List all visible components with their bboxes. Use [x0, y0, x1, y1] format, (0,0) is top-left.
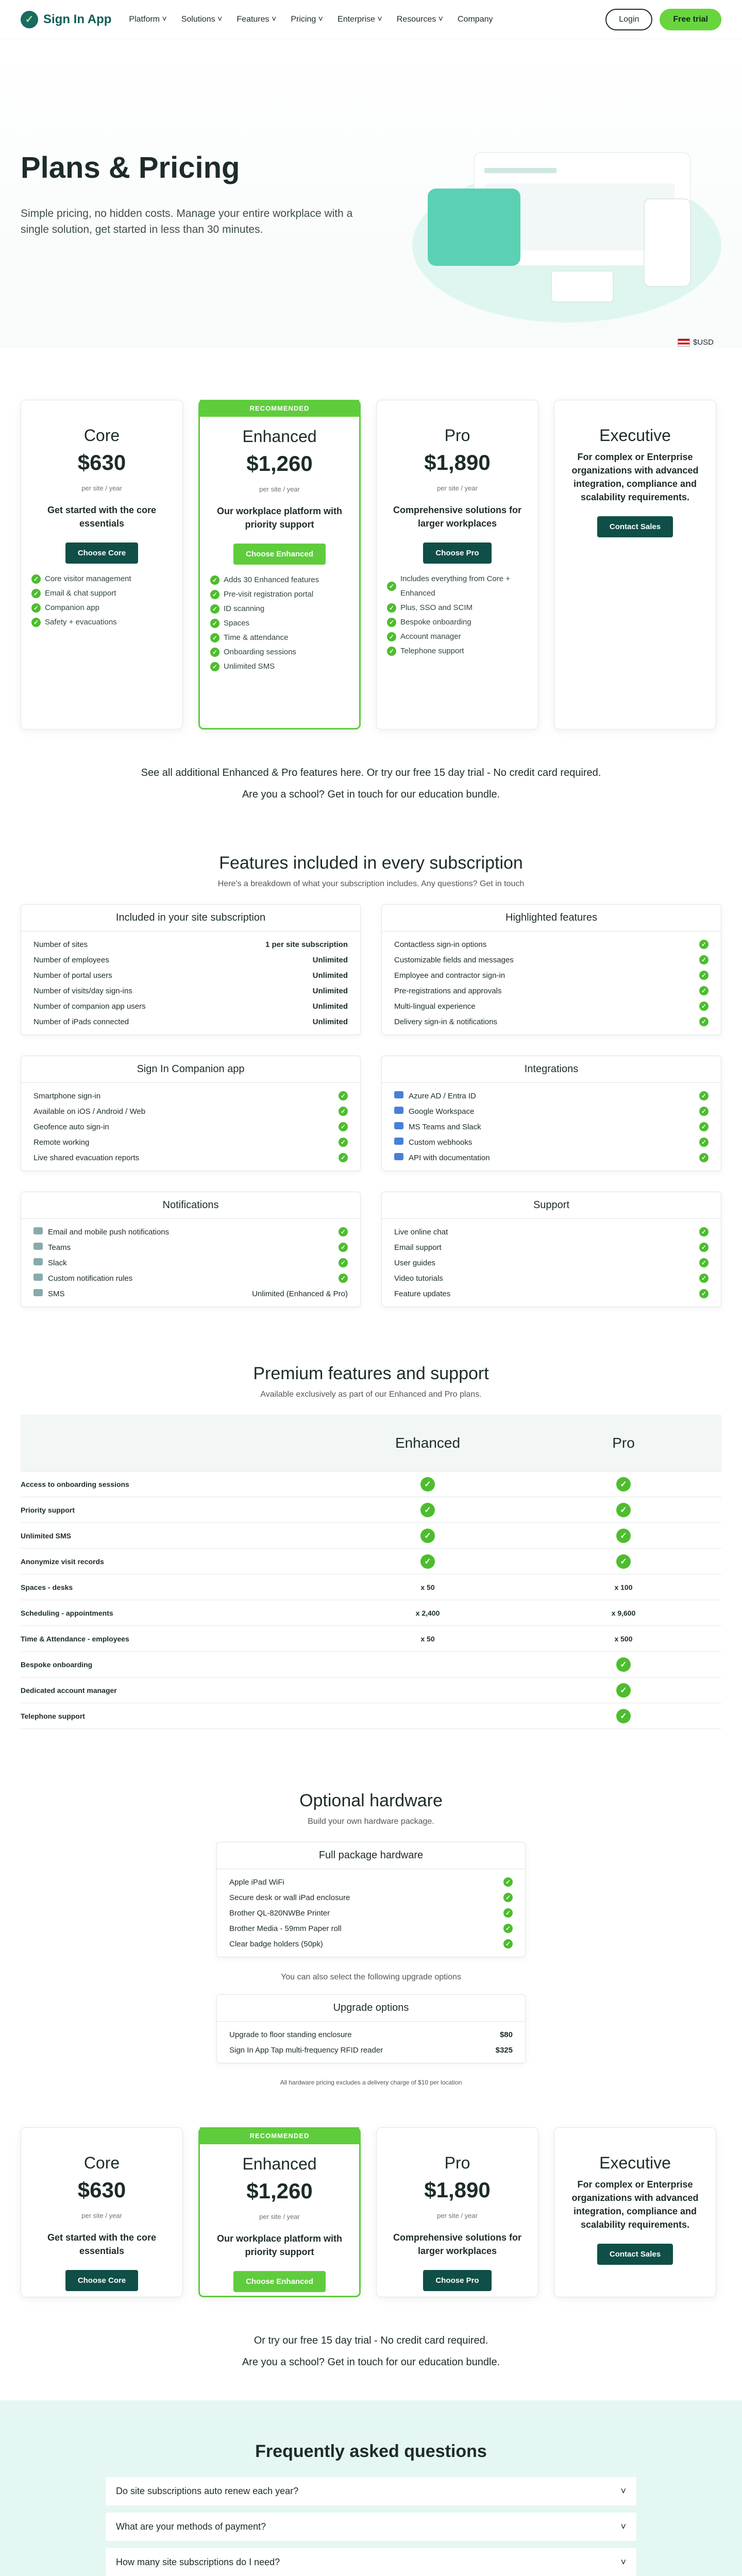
feature-box: Integrations Azure AD / Entra ID ✓ Google Workspace ✓ MS Teams and Slack ✓ Custom webhooks ✓ API with documentation ✓: [381, 1056, 721, 1171]
plan-card: Pro $1,890 per site / year Comprehensive solutions for larger workplaces Choose Pro ✓ Includes everything from Core + Enhanced ✓ Plus, SSO and SCIM ✓ Bespoke onboarding ✓ Account manager ✓ Telephone support: [376, 400, 538, 730]
menu-item[interactable]: Enterprise ˅: [338, 14, 382, 24]
menu-item[interactable]: Platform ˅: [129, 14, 167, 24]
menu-item[interactable]: Company: [458, 14, 493, 24]
page-title: Plans & Pricing: [21, 150, 240, 184]
plan-card: Executive For complex or Enterprise organizations with advanced integration, compliance and scalability requirements. Contact Sales: [554, 400, 716, 730]
chevron-down-icon: ˅: [620, 2557, 626, 2567]
features-note: See all additional Enhanced & Pro features here. Or try our free 15 day trial - No credit card required.: [141, 767, 601, 778]
currency-selector[interactable]: $USD: [678, 338, 714, 347]
premium-title: Premium features and support: [253, 1364, 489, 1383]
plan-card: Core $630 per site / year Get started with the core essentials Choose Core ✓ Core visitor management ✓ Email & chat support ✓ Companion app ✓ Safety + evacuations: [21, 400, 183, 730]
top-nav: [0, 0, 742, 39]
page: ✓ Sign In App Platform ˅ Solutions ˅ Features ˅ Pricing ˅ Enterprise ˅ Resources ˅ Company Login Free trial Plans & Pricing Simple pricing, no hidden costs. Manage your entire workplace with a single solution, get started in less than 30 minutes. $USD Core $630 per site / year Get started with the core essentials Choose Core ✓ Core visitor management ✓ Email & chat support ✓ Companion app ✓ Safety + evacuations RECOMMENDED Enhanced $1,260 per site / year Our workplace platform with priority support Choose Enhanced ✓ Adds 30 Enhanced features ✓ Pre-visit registration portal ✓ ID scanning ✓ Spaces ✓ Time & attendance ✓ Onboarding sessions ✓ Unlimited SMS Pro $1,890 per site / year Comprehensive solutions for larger workplaces Choose Pro ✓ Includes everything from Core + Enhanced ✓ Plus, SSO and SCIM ✓ Bespoke onboarding ✓ Account manager ✓ Telephone support Executive For complex or Enterprise organizations with advanced integration, compliance and scalability requirements. Contact Sales See all additional Enhanced & Pro features here. Or try our free 15 day trial - No credit card required. Are you a school? Get in touch for our education bundle. Features included in every subscription Here's a breakdown of what your subscription includes. Any questions? Get in touch Included in your site subscription Number of sites 1 per site subscription Number of employees Unlimited Number of portal users Unlimited Number of visits/day sign-ins Unlimited Number of companion app users Unlimited Number of iPads connected Unlimited Highlighted features Contactless sign-in options ✓ Customizable fields and messages ✓ Employee and contractor sign-in ✓ Pre-registrations and approvals ✓ Multi-lingual experience ✓ Delivery sign-in & notifications ✓ Sign In Companion app Smartphone sign-in ✓ Available on iOS / Android / Web ✓ Geofence auto sign-in ✓ Remote working ✓ Live shared evacuation reports ✓ Integrations Azure AD / Entra ID ✓ Google Workspace ✓ MS Teams and Slack ✓ Custom webhooks ✓ API with documentation ✓ Notifications Email and mobile push notifications ✓ Teams ✓ Slack ✓ Custom notification rules ✓ SMS Unlimited (Enhanced & Pro) Support Live online chat ✓ Email support ✓ User guides ✓ Video tutorials ✓ Feature updates ✓ Premium features and support Available exclusively as part of our Enhanced and Pro plans. Enhanced Pro Access to onboarding sessions ✓ ✓ Priority support ✓ ✓ Unlimited SMS ✓ ✓ Anonymize visit records ✓ ✓ Spaces - desks x 50 x 100 Scheduling - appointments x 2,400 x 9,600 Time & Attendance - employees x 50 x 500 Bespoke onboarding ✓ Dedicated account manager ✓ Telephone support ✓ Optional hardware Build your own hardware package. Full package hardware Apple iPad WiFi ✓ Secure desk or wall iPad enclosure ✓ Brother QL-820NWBe Printer ✓ Brother Media - 59mm Paper roll ✓ Clear badge holders (50pk) ✓ You can also select the following upgrade options Upgrade options Upgrade to floor standing enclosure $80 Sign In App Tap multi-frequency RFID reader $325 All hardware pricing excludes a delivery charge of $10 per location Core $630 per site / year Get started with the core essentials Choose Core RECOMMENDED Enhanced $1,260 per site / year Our workplace platform with priority support Choose Enhanced Pro $1,890 per site / year Comprehensive solutions for larger workplaces Choose Pro Executive For complex or Enterprise organizations with advanced integration, compliance and scalability requirements. Contact Sales Or try our free 15 day trial - No credit card required. Are you a school? Get in touch for our education bundle. Frequently asked questions Do site subscriptions auto renew each year? ˅ What are your methods of payment? ˅ How many site subscriptions do I need? ˅: [0, 0, 742, 2576]
table-row: Anonymize visit records ✓ ✓: [21, 1549, 721, 1574]
menu-item[interactable]: Resources ˅: [396, 14, 444, 24]
feature-box: Highlighted features Contactless sign-in options ✓ Customizable fields and messages ✓ Employee and contractor sign-in ✓ Pre-registrations and approvals ✓ Multi-lingual experience ✓ Delivery sign-in & notifications ✓: [381, 904, 721, 1035]
table-row: Priority support ✓ ✓: [21, 1497, 721, 1523]
main-menu: [129, 15, 493, 24]
login-button[interactable]: Login: [605, 9, 652, 30]
plan-card: Core $630 per site / year Get started with the core essentials Choose Core: [21, 2127, 183, 2297]
table-row: Access to onboarding sessions ✓ ✓: [21, 1471, 721, 1497]
menu-item[interactable]: Features ˅: [237, 14, 277, 24]
table-row: Spaces - desks x 50 x 100: [21, 1574, 721, 1600]
faq-section: Frequently asked questions Do site subscriptions auto renew each year? ˅ What are your methods of payment? ˅ How many site subscriptions do I need? ˅: [0, 2400, 742, 2576]
hardware-title: Optional hardware: [299, 1791, 443, 1810]
premium-sub: Available exclusively as part of our Enhanced and Pro plans.: [260, 1390, 482, 1399]
feature-box: Included in your site subscription Number of sites 1 per site subscription Number of employees Unlimited Number of portal users Unlimited Number of visits/day sign-ins Unlimited Number of companion app users Unlimited Number of iPads connected Unlimited: [21, 904, 361, 1035]
hero-illustration: [397, 127, 727, 328]
chevron-down-icon: ˅: [620, 2521, 626, 2532]
plan-cta-button[interactable]: Choose Core: [65, 543, 138, 564]
free-trial-button[interactable]: Free trial: [660, 9, 721, 30]
hero: [0, 39, 742, 348]
brand-logo[interactable]: [21, 11, 111, 28]
plan-cta-button[interactable]: Choose Enhanced: [233, 2271, 326, 2292]
faq-item[interactable]: How many site subscriptions do I need? ˅: [106, 2548, 636, 2576]
hardware-package: Full package hardware Apple iPad WiFi ✓ Secure desk or wall iPad enclosure ✓ Brother QL-820NWBe Printer ✓ Brother Media - 59mm Paper roll ✓ Clear badge holders (50pk) ✓: [216, 1842, 526, 1957]
table-row: Scheduling - appointments x 2,400 x 9,600: [21, 1600, 721, 1626]
us-flag-icon: [678, 338, 690, 347]
included-title: Features included in every subscription: [219, 853, 523, 873]
plan-card: RECOMMENDED Enhanced $1,260 per site / year Our workplace platform with priority support Choose Enhanced: [198, 2127, 361, 2297]
faq-item[interactable]: What are your methods of payment? ˅: [106, 2513, 636, 2541]
table-row: Dedicated account manager ✓: [21, 1677, 721, 1703]
premium-table: Enhanced Pro Access to onboarding sessions ✓ ✓ Priority support ✓ ✓ Unlimited SMS ✓ ✓ Anonymize visit records ✓ ✓ Spaces - desks x 50 x 100 Scheduling - appointments x 2,400 x 9,600 Time & Attendance - employees x 50 x 500 Bespoke onboarding ✓ Dedicated account manager ✓ Telephone support ✓: [0, 1415, 742, 1729]
menu-item[interactable]: Solutions ˅: [181, 14, 223, 24]
table-row: Bespoke onboarding ✓: [21, 1652, 721, 1677]
feature-box: Support Live online chat ✓ Email support ✓ User guides ✓ Video tutorials ✓ Feature updates ✓: [381, 1192, 721, 1307]
brand-name: Sign In App: [43, 12, 112, 26]
plan-cta-button[interactable]: Choose Core: [65, 2270, 138, 2291]
included-grid: [0, 904, 742, 1307]
plan-cta-button[interactable]: Contact Sales: [597, 2244, 673, 2265]
plan-cta-button[interactable]: Choose Pro: [423, 2270, 491, 2291]
plans-bottom: [0, 2127, 742, 2297]
plan-cta-button[interactable]: Choose Enhanced: [233, 544, 326, 565]
plan-cta-button[interactable]: Contact Sales: [597, 516, 673, 537]
check-logo-icon: ✓: [21, 11, 38, 28]
feature-box: Notifications Email and mobile push notifications ✓ Teams ✓ Slack ✓ Custom notification rules ✓ SMS Unlimited (Enhanced & Pro): [21, 1192, 361, 1307]
table-row: Time & Attendance - employees x 50 x 500: [21, 1626, 721, 1652]
school-note: Are you a school? Get in touch for our education bundle.: [242, 789, 500, 800]
table-row: Unlimited SMS ✓ ✓: [21, 1523, 721, 1549]
plan-cta-button[interactable]: Choose Pro: [423, 543, 491, 564]
hero-text: Simple pricing, no hidden costs. Manage your entire workplace with a single solution, get started in less than 30 minutes.: [21, 207, 353, 235]
faq-item[interactable]: Do site subscriptions auto renew each year? ˅: [106, 2477, 636, 2505]
plan-card: Pro $1,890 per site / year Comprehensive solutions for larger workplaces Choose Pro: [376, 2127, 538, 2297]
feature-box: Sign In Companion app Smartphone sign-in ✓ Available on iOS / Android / Web ✓ Geofence auto sign-in ✓ Remote working ✓ Live shared evacuation reports ✓: [21, 1056, 361, 1171]
upgrade-options: Upgrade options Upgrade to floor standing enclosure $80 Sign In App Tap multi-frequency RFID reader $325: [216, 1994, 526, 2063]
hardware-sub: Build your own hardware package.: [308, 1817, 434, 1826]
plans-top: [0, 400, 742, 730]
included-sub: Here's a breakdown of what your subscription includes. Any questions? Get in touch: [217, 879, 525, 888]
plan-card: Executive For complex or Enterprise organizations with advanced integration, compliance and scalability requirements. Contact Sales: [554, 2127, 716, 2297]
plan-card: RECOMMENDED Enhanced $1,260 per site / year Our workplace platform with priority support Choose Enhanced ✓ Adds 30 Enhanced features ✓ Pre-visit registration portal ✓ ID scanning ✓ Spaces ✓ Time & attendance ✓ Onboarding sessions ✓ Unlimited SMS: [198, 400, 361, 730]
menu-item[interactable]: Pricing ˅: [291, 14, 324, 24]
chevron-down-icon: ˅: [620, 2486, 626, 2496]
table-row: Telephone support ✓: [21, 1703, 721, 1729]
